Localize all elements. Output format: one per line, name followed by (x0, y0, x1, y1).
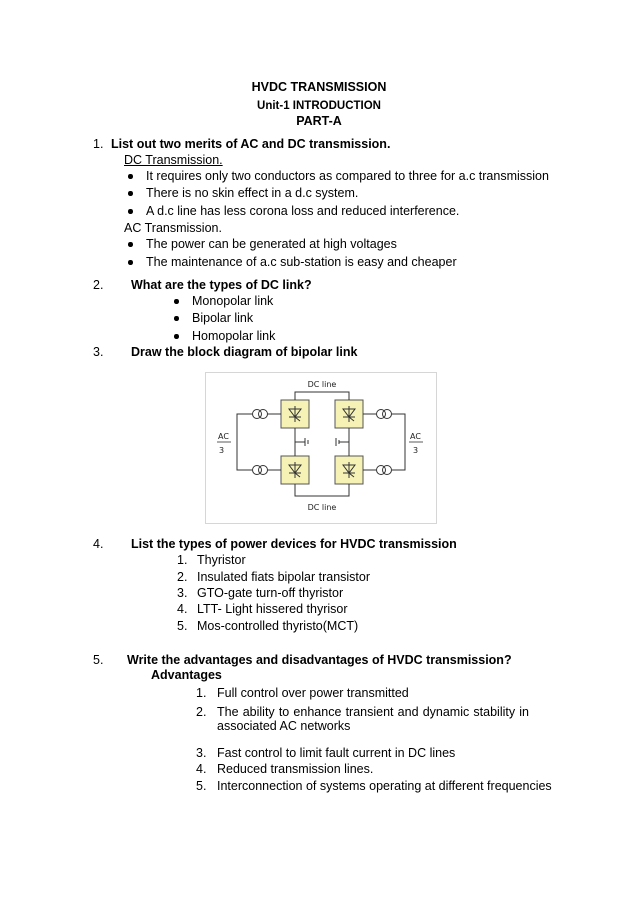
list-number: 4. (177, 602, 188, 616)
q1-number: 1. (93, 137, 104, 151)
list-number: 2. (196, 705, 207, 719)
power-device: Mos-controlled thyristo(MCT) (197, 619, 359, 633)
list-number: 3. (196, 746, 207, 760)
dc-item: There is no skin effect in a d.c system. (146, 186, 359, 200)
list-number: 1. (196, 686, 207, 700)
q5-question: Write the advantages and disadvantages of HVDC transmission? (127, 653, 512, 667)
power-device: Insulated fiats bipolar transistor (197, 570, 371, 584)
list-number: 4. (196, 762, 207, 776)
bullet-icon (128, 191, 133, 196)
dc-link-type: Homopolar link (192, 329, 276, 343)
advantage-item: Full control over power transmitted (217, 686, 409, 700)
dc-item: A d.c line has less corona loss and reduced interference. (146, 204, 460, 218)
diagram-left-ac: AC (218, 432, 229, 441)
power-device: Thyristor (197, 553, 246, 567)
unit-title: Unit-1 INTRODUCTION (257, 100, 381, 112)
advantage-item: Fast control to limit fault current in DC lines (217, 746, 456, 760)
bullet-icon (174, 334, 179, 339)
dc-link-type: Bipolar link (192, 311, 254, 325)
advantage-item: The ability to enhance transient and dynamic stability in associated AC networks (217, 705, 529, 733)
q4-question: List the types of power devices for HVDC transmission (131, 537, 457, 551)
advantage-item: Reduced transmission lines. (217, 762, 374, 776)
bullet-icon (128, 209, 133, 214)
page-title: HVDC TRANSMISSION (251, 80, 387, 94)
q1-question: List out two merits of AC and DC transmission. (111, 137, 391, 151)
q3-number: 3. (93, 345, 104, 359)
q2-question: What are the types of DC link? (131, 278, 312, 292)
list-number: 3. (177, 586, 188, 600)
dc-link-type: Monopolar link (192, 294, 274, 308)
q4-number: 4. (93, 537, 104, 551)
dc-item: It requires only two conductors as compared to three for a.c transmission (146, 169, 549, 183)
advantages-heading: Advantages (151, 668, 222, 682)
list-number: 5. (196, 779, 207, 793)
q2-number: 2. (93, 278, 104, 292)
ac-heading: AC Transmission. (124, 221, 222, 235)
q5-number: 5. (93, 653, 104, 667)
bipolar-link-diagram (205, 372, 437, 524)
ac-item: The maintenance of a.c sub-station is easy and cheaper (146, 255, 457, 269)
bullet-icon (128, 260, 133, 265)
list-number: 2. (177, 570, 188, 584)
advantage-item: Interconnection of systems operating at different frequencies (217, 779, 552, 793)
bullet-icon (128, 174, 133, 179)
q3-question: Draw the block diagram of bipolar link (131, 345, 358, 359)
diagram-left-phase: 3 (219, 446, 225, 455)
dc-heading: DC Transmission. (124, 153, 223, 167)
bullet-icon (174, 299, 179, 304)
diagram-right-phase: 3 (413, 446, 419, 455)
list-number: 1. (177, 553, 188, 567)
power-device: LTT- Light hissered thyrisor (197, 602, 348, 616)
list-number: 5. (177, 619, 188, 633)
diagram-top-label: DC line (307, 380, 337, 389)
diagram-bottom-label: DC line (307, 503, 337, 512)
ac-item: The power can be generated at high voltages (146, 237, 397, 251)
bullet-icon (128, 242, 133, 247)
part-title: PART-A (296, 114, 342, 128)
power-device: GTO-gate turn-off thyristor (197, 586, 344, 600)
diagram-right-ac: AC (410, 432, 421, 441)
bullet-icon (174, 316, 179, 321)
